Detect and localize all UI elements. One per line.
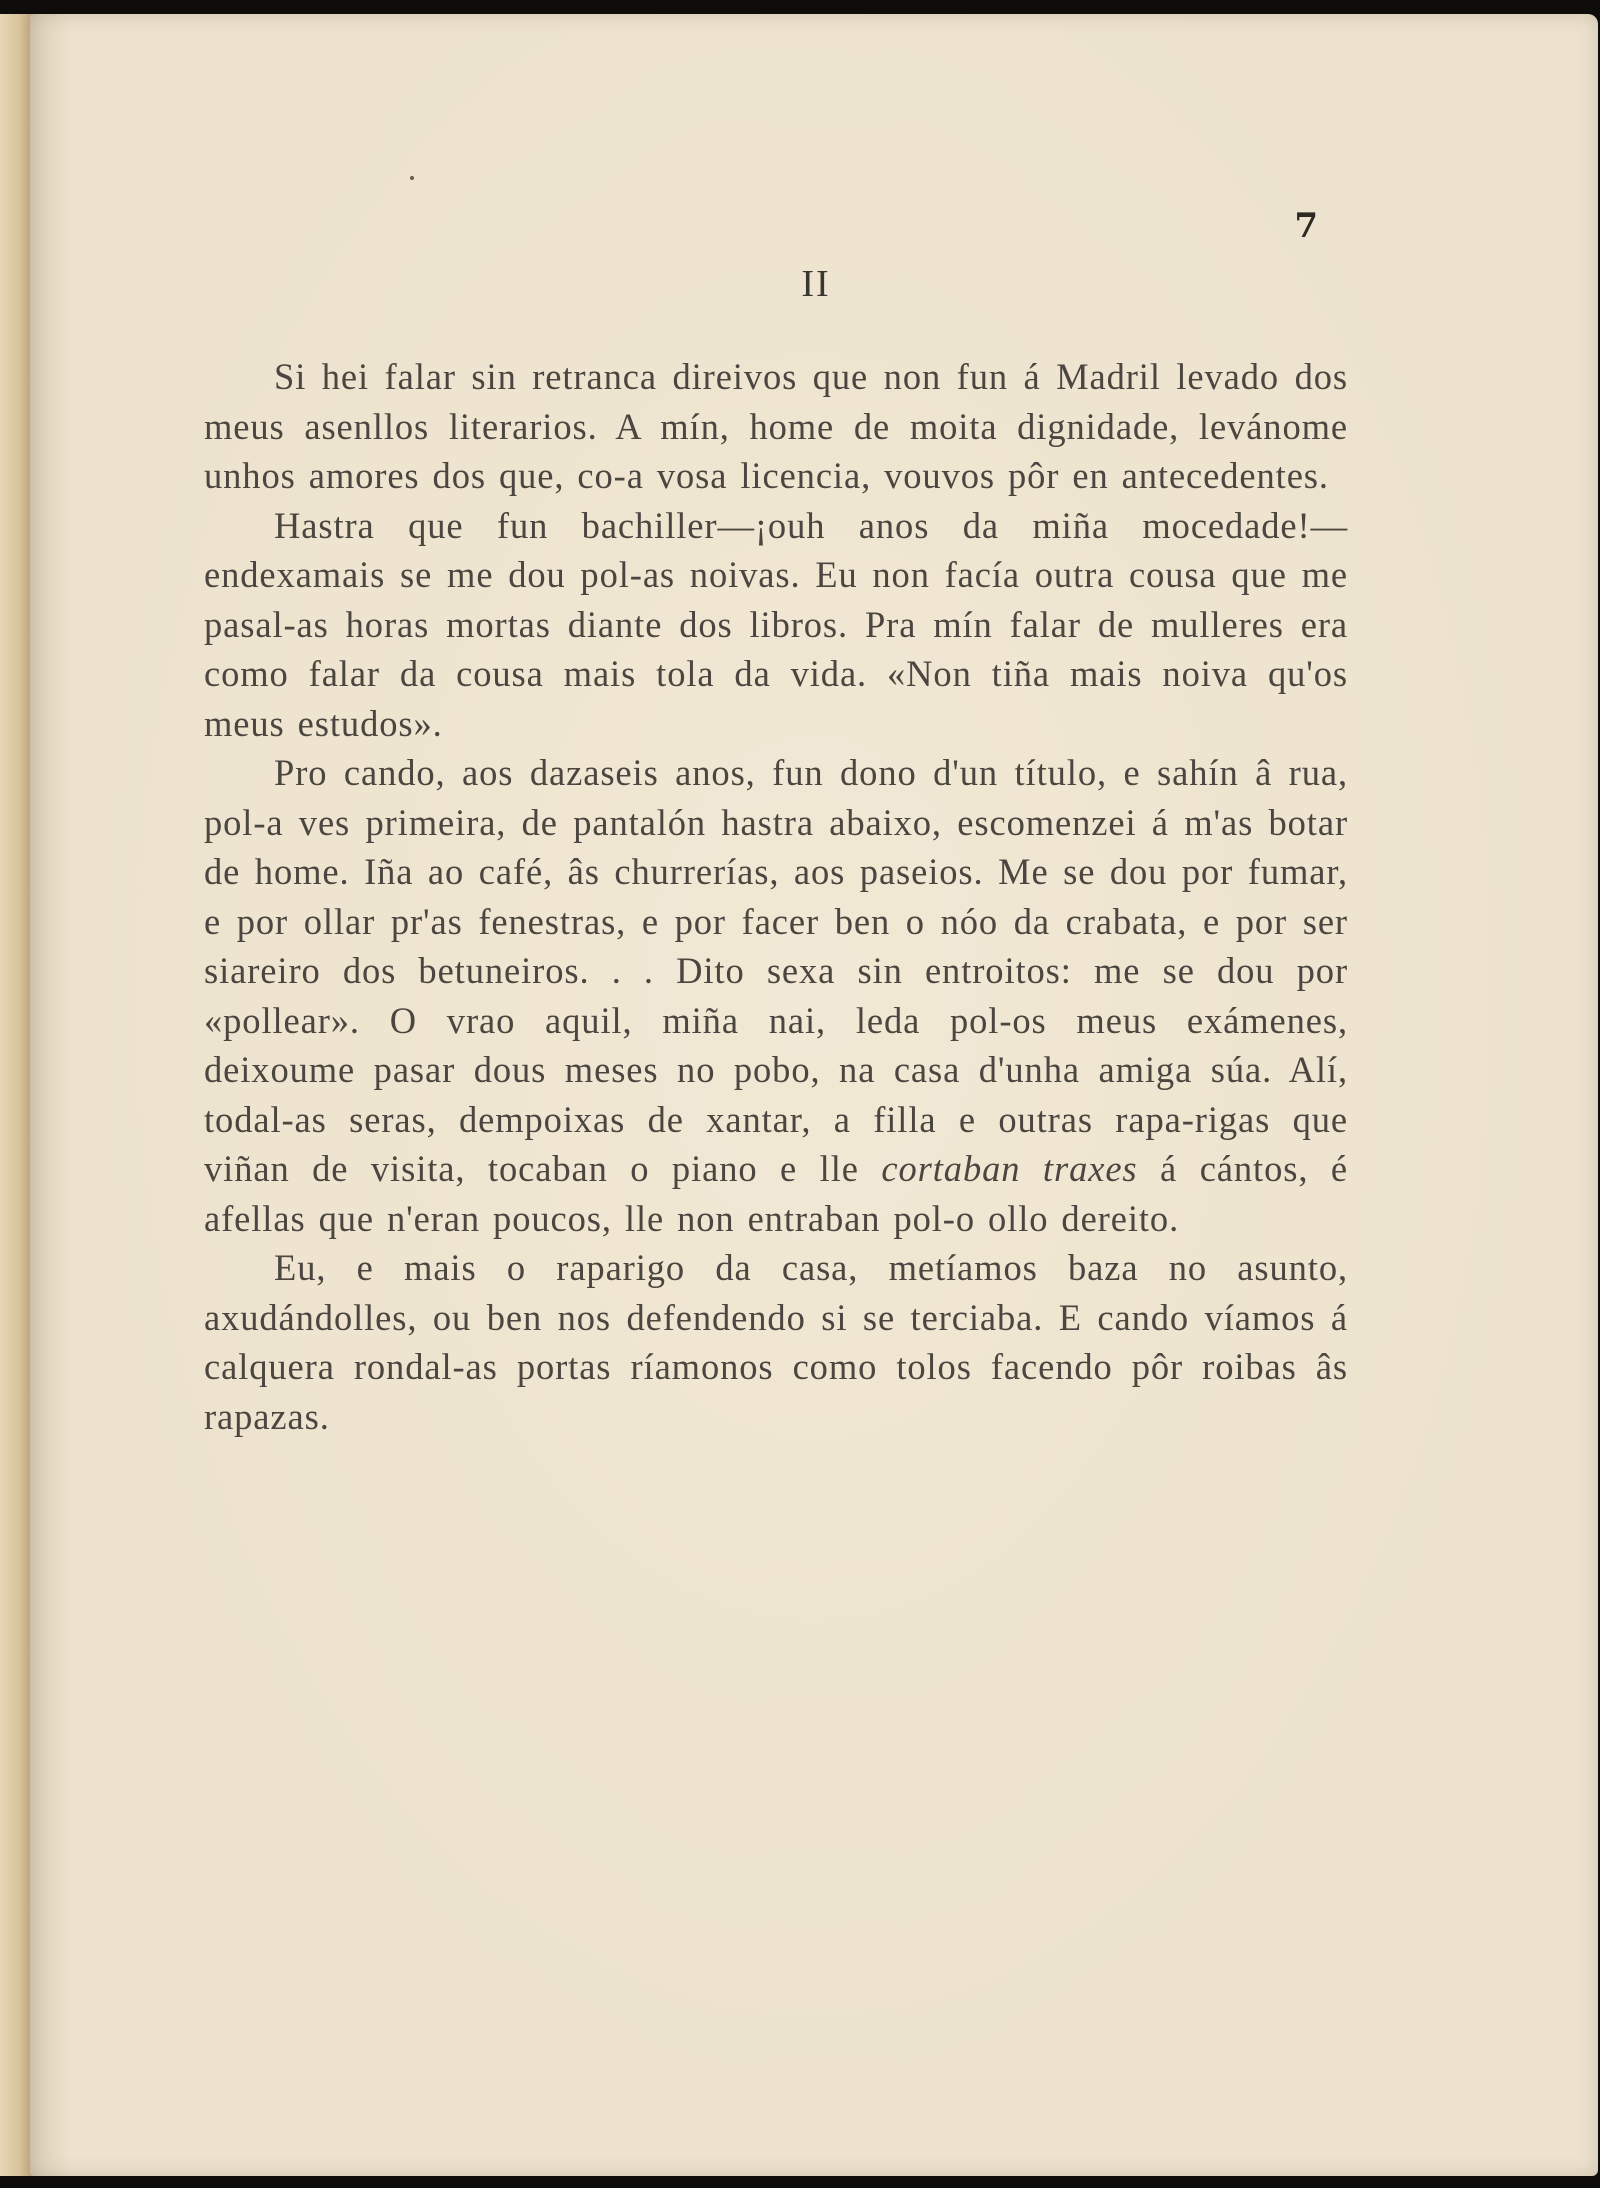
paragraph-4: Eu, e mais o raparigo da casa, metíamos baza no asunto, axudándolles, ou ben nos defendendo si se terciaba. E cando víamos á calquera rondal-as portas ríamonos como tolos facendo pôr roibas âs rapazas. <box>204 1247 1348 1437</box>
paragraph-3 <box>204 748 1348 1243</box>
book-page <box>30 14 1598 2176</box>
italic-phrase: cortaban traxes <box>881 1148 1138 1189</box>
paragraph-2: Hastra que fun bachiller—¡ouh anos da miña mocedade!—endexamais se me dou pol-as noivas. Eu non facía outra cousa que me pasal-as horas mortas diante dos libros. Pra mín falar de mulleres era como falar da cousa mais tola da vida. «Non tiña mais noiva qu'os meus estudos». <box>204 504 1348 744</box>
body-text <box>204 352 1348 1441</box>
chapter-heading: II <box>801 263 831 305</box>
page-number: 7 <box>1294 206 1318 246</box>
paragraph-1: Si hei falar sin retranca direivos que non fun á Madril levado dos meus asenllos literarios. A mín, home de moita dignidade, levánome unhos amores dos que, co-a vosa licencia, vouvos pôr en antecedentes. <box>204 356 1348 496</box>
paper-speck <box>410 176 414 180</box>
paragraph-3-part-2: á cántos, é afellas que n'eran poucos, lle non entraban pol-o ollo dereito. <box>204 1148 1348 1239</box>
book-spine-edge <box>0 14 34 2176</box>
paragraph-3-part-1: Pro cando, aos dazaseis anos, fun dono d'un título, e sahín â rua, pol-a ves primeira, de pantalón hastra abaixo, escomenzei á m'as botar de home. Iña ao café, âs churrerías, aos paseios. Me se dou por fumar, e por ollar pr'as fenestras, e por facer ben o nóo da crabata, e por ser siareiro dos betuneiros. . . Dito sexa sin entroitos: me se dou por «pollear». O vrao aquil, miña nai, leda pol-os meus exámenes, deixoume pasar dous meses no pobo, na casa d'unha amiga súa. Alí, todal-as seras, dempoixas de xantar, a filla e outras rapa-rigas que viñan de visita, tocaban o piano e lle <box>204 752 1348 1189</box>
